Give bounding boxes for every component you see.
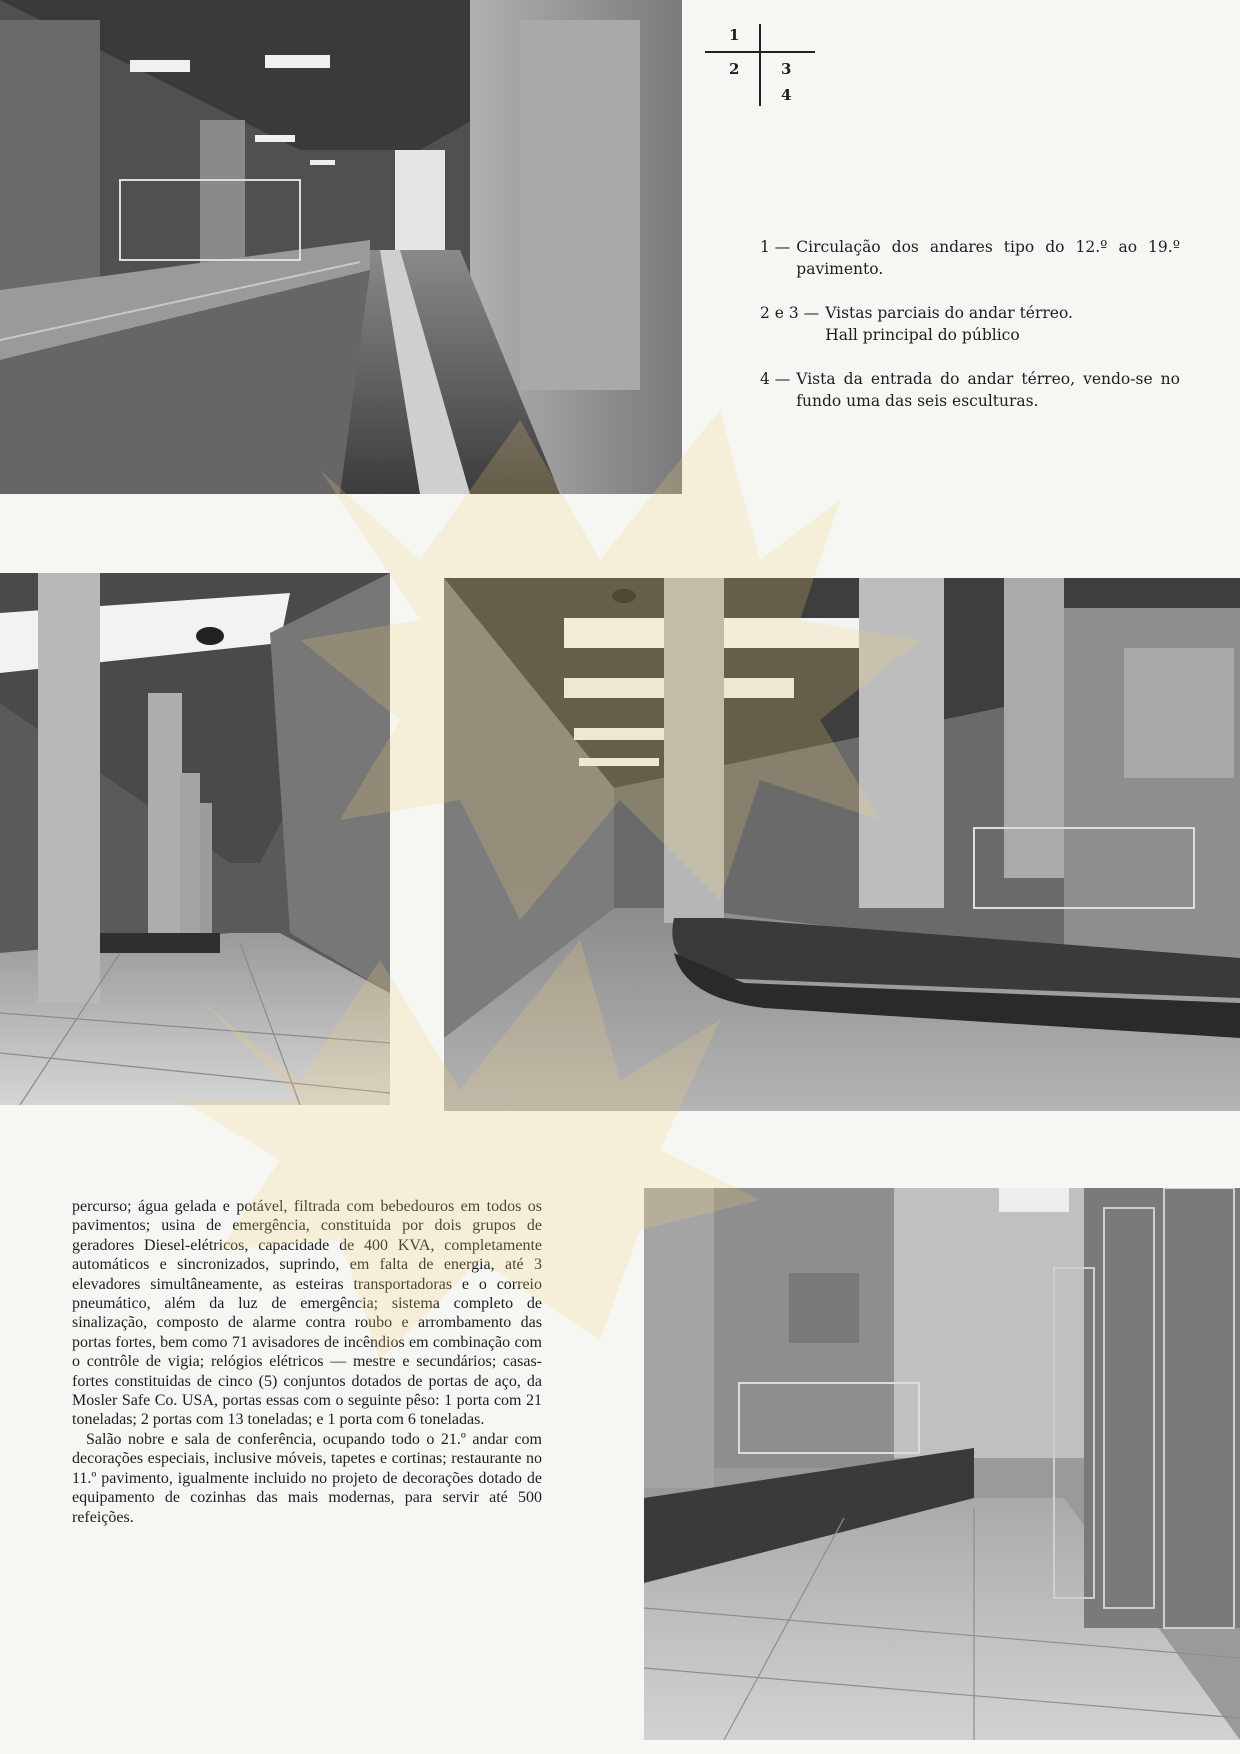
caption-4: [760, 368, 1180, 412]
body-paragraph-2: Salão nobre e sala de conferência, ocupando todo o 21.º andar com decorações especiais, inclusive móveis, tapetes e cortinas; restaurante no 11.º pavimento, igualmente incluido no projeto de decorações dotado de equipamento de cozinhas das mais modernas, para servir até 500 refeições.: [72, 1430, 542, 1526]
photo-captions: [760, 236, 1180, 434]
photo-layout-key: [705, 24, 815, 106]
article-body-text: [72, 1197, 542, 1527]
caption-number: 1 —: [760, 238, 791, 256]
caption-number: 2 e 3 —: [760, 304, 820, 322]
caption-subtext: Hall principal do público: [825, 326, 1020, 344]
caption-number: 4 —: [760, 370, 791, 388]
photo-ground-floor-public-hall: [444, 578, 1240, 1111]
key-number-2: 2: [729, 60, 740, 78]
photo-ground-floor-hall-columns: [0, 573, 390, 1105]
key-number-1: 1: [729, 26, 740, 44]
photo-ground-floor-entrance: [644, 1188, 1240, 1740]
caption-text: Circulação dos andares tipo do 12.º ao 19.º pavimento.: [796, 238, 1180, 278]
key-number-3: 3: [781, 60, 792, 78]
caption-main-text: Vistas parciais do andar térreo.: [825, 304, 1073, 322]
photo-corridor-typical-floor: [0, 0, 682, 494]
key-number-4: 4: [781, 86, 792, 104]
caption-text: Vista da entrada do andar térreo, vendo-se no fundo uma das seis esculturas.: [796, 370, 1180, 410]
caption-1: [760, 236, 1180, 280]
body-paragraph-1: percurso; água gelada e potável, filtrada com bebedouros em todos os pavimentos; usina de emergência, constituida por dois grupos de geradores Diesel-elétricos, capacidade de 400 KVA, completamente automáticos e sincronizados, suprindo, em falta de energia, até 3 elevadores simultâneamente, as esteiras transportadoras e o correio pneumático, além da luz de emergência; sistema completo de sinalização, composto de alarme contra roubo e arrombamento das portas fortes, bem como 71 avisadores de incêndios em combinação com o contrôle de vigia; relógios elétricos — mestre e secundários; casas-fortes constituidas de cinco (5) conjuntos dotados de portas de aço, da Mosler Safe Co. USA, portas essas com o seguinte pêso: 1 porta com 21 toneladas; 2 portas com 13 toneladas; e 1 porta com 6 toneladas.: [72, 1198, 542, 1429]
caption-2-3: [760, 302, 1180, 346]
caption-text: [825, 302, 1180, 346]
